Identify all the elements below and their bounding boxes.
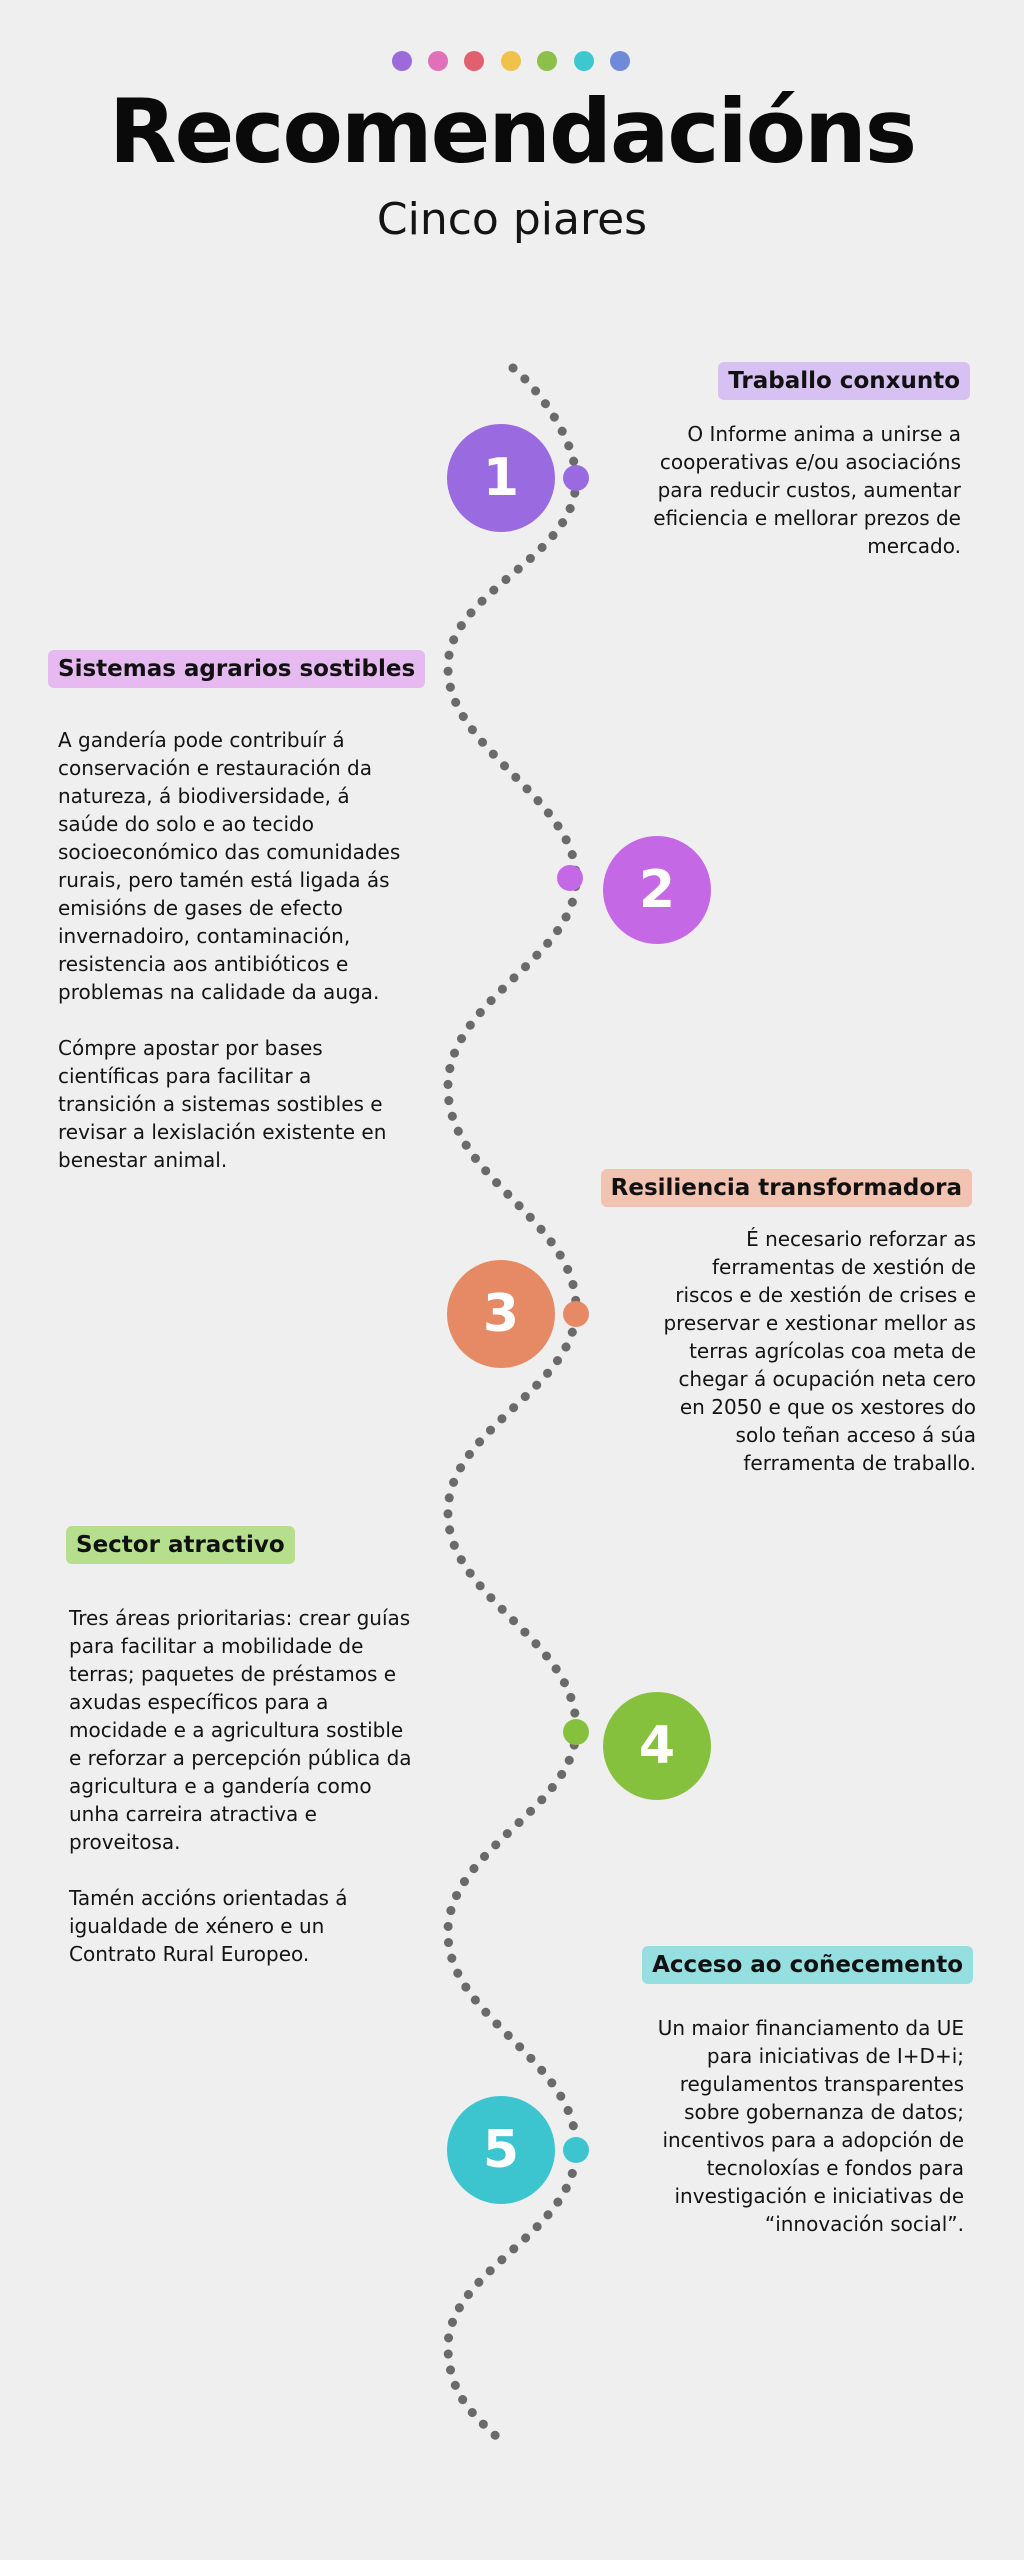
pillar-3-number: 3 xyxy=(482,1284,520,1344)
page-subtitle: Cinco piares xyxy=(376,194,648,245)
pillar-5-label: Acceso ao coñecemento xyxy=(642,1946,973,1984)
pillar-2-label: Sistemas agrarios sostibles xyxy=(48,650,425,688)
pillar-2-number: 2 xyxy=(638,860,676,920)
page-title: Recomendacións xyxy=(108,80,916,183)
pillar-2-path-dot xyxy=(557,865,583,891)
pillar-5-text: Un maior financiamento da UE para iniciativas de I+D+i; regulamentos transparentes sobre gobernanza de datos; incentivos para a adopción de tecnoloxías e fondos para investigación e iniciativas de “innovación social”. xyxy=(657,2016,964,2236)
pillar-1-label: Traballo conxunto xyxy=(718,362,970,400)
pillar-4-text: Tres áreas prioritarias: crear guías para facilitar a mobilidade de terras; paquetes de préstamos e axudas específicos para a mocidade e a agricultura sostible e reforzar a percepción pública da agricultura e a gandería como unha carreira atractiva e proveitosa. Tamén accións orientadas á igualdade de xénero e un Contrato Rural Europeo. xyxy=(69,1606,412,1966)
pillar-3-text: É necesario reforzar as ferramentas de xestión de riscos e de xestión de crises e preservar e xestionar mellor as terras agrícolas coa meta de chegar á ocupación neta cero en 2050 e que os xestores do solo teñan acceso á súa ferramenta de traballo. xyxy=(663,1227,976,1475)
pillar-1-text: O Informe anima a unirse a cooperativas e/ou asociacións para reducir custos, aumentar eficiencia e mellorar prezos de mercado. xyxy=(653,422,961,558)
pillar-4-label: Sector atractivo xyxy=(66,1526,295,1564)
pillar-1-number-circle xyxy=(447,424,555,532)
pillar-1-number: 1 xyxy=(482,448,520,508)
pillar-4-path-dot xyxy=(563,1719,589,1745)
pillar-5-number: 5 xyxy=(482,2120,520,2180)
pillar-2-number-circle xyxy=(603,836,711,944)
pillar-4-number: 4 xyxy=(638,1716,676,1776)
pillar-3-label: Resiliencia transformadora xyxy=(601,1169,972,1207)
pillar-2-text: A gandería pode contribuír á conservación e restauración da natureza, á biodiversidade, á saúde do solo e ao tecido socioeconómico das comunidades rurais, pero tamén está ligada ás emisións de gases de efecto invernadoiro, contaminación, resistencia aos antibióticos e problemas na calidade da auga. Cómpre apostar por bases científicas para facilitar a transición a sistemas sostibles e revisar a lexislación existente en benestar animal. xyxy=(58,728,401,1172)
pillar-4-number-circle xyxy=(603,1692,711,1800)
pillar-5-number-circle xyxy=(447,2096,555,2204)
pillar-3-number-circle xyxy=(447,1260,555,1368)
pillar-1-path-dot xyxy=(563,465,589,491)
